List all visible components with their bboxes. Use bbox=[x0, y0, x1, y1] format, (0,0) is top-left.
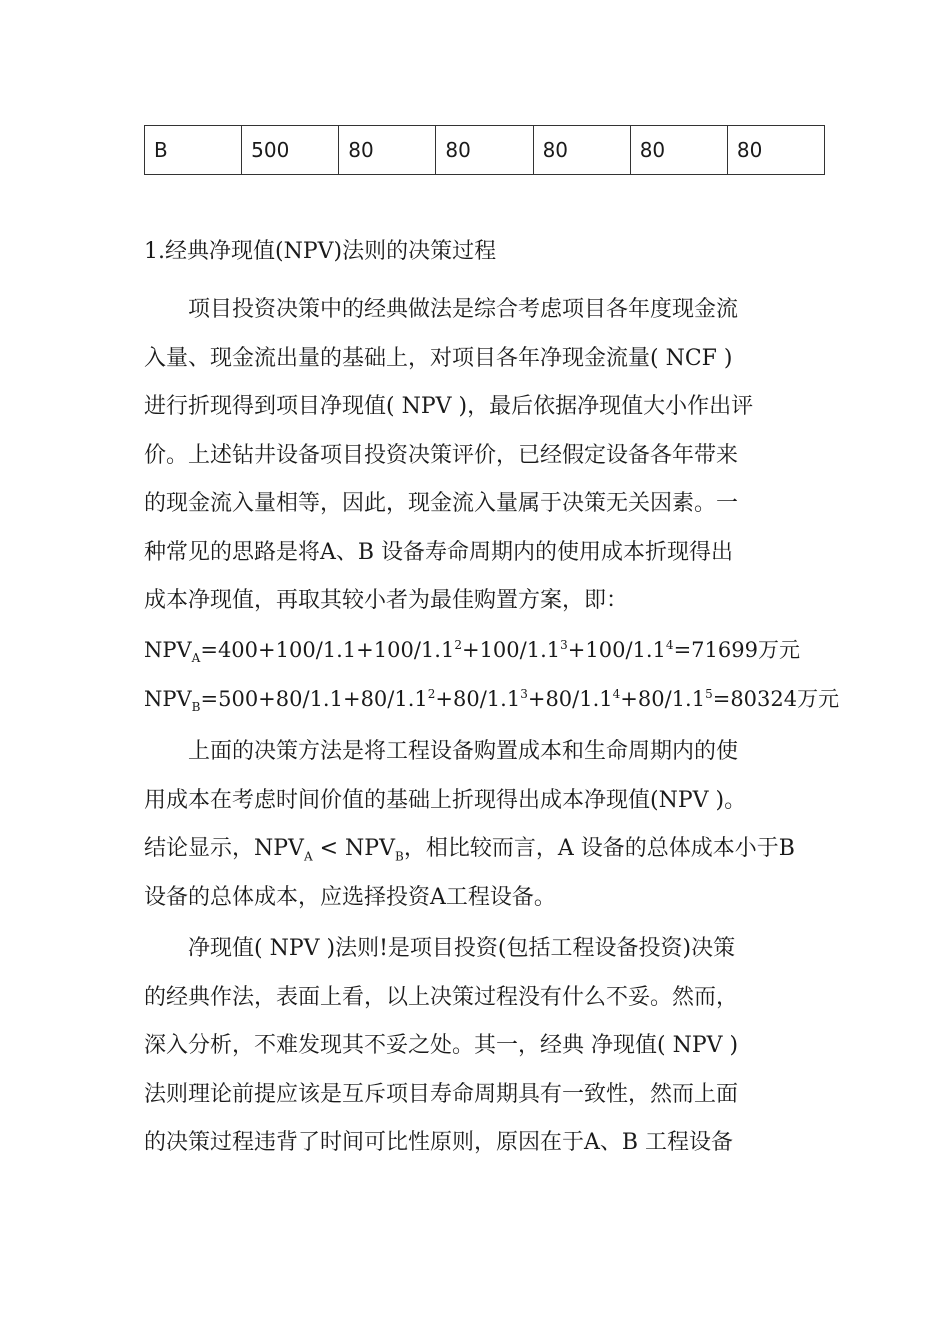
text-line: 设备的总体成本，应选择投资A工程设备。 bbox=[144, 884, 556, 910]
text-line: 项目投资决策中的经典做法是综合考虑项目各年度现金流 bbox=[188, 297, 739, 322]
eq-term: =71699万元 bbox=[673, 638, 800, 662]
eq-subscript: B bbox=[191, 700, 201, 715]
table-cell: 80 bbox=[533, 126, 630, 175]
table-cell: 80 bbox=[436, 126, 533, 175]
text-line: 用成本在考虑时间价值的基础上折现得出成本净现值(NPV )。 bbox=[144, 787, 747, 813]
eq-term: =400+100/1.1+100/1.1 bbox=[200, 638, 455, 662]
eq-term: +80/1.1 bbox=[527, 687, 613, 711]
text-span: < NPV bbox=[312, 836, 395, 861]
paragraph-2 bbox=[144, 728, 808, 922]
table-cell: 80 bbox=[630, 126, 727, 175]
eq-exponent: 3 bbox=[560, 638, 568, 652]
eq-term: +80/1.1 bbox=[435, 687, 521, 711]
text-line: 进行折现得到项目净现值( NPV )，最后依据净现值大小作出评 bbox=[144, 394, 754, 419]
paragraph-3 bbox=[144, 925, 808, 1168]
section-heading: 1.经典净现值(NPV)法则的决策过程 bbox=[144, 239, 497, 264]
eq-exponent: 4 bbox=[665, 638, 674, 652]
table-cell: 80 bbox=[339, 126, 436, 175]
text-line: 成本净现值，再取其较小者为最佳购置方案，即： bbox=[144, 588, 629, 613]
table-cell: 80 bbox=[727, 126, 824, 175]
text-line: 入量、现金流出量的基础上，对项目各年净现金流量( NCF ) bbox=[144, 345, 733, 371]
table-cell: 500 bbox=[242, 126, 339, 175]
eq-exponent: 2 bbox=[427, 687, 436, 701]
eq-term: NPV bbox=[144, 638, 192, 662]
eq-exponent: 2 bbox=[454, 638, 462, 652]
eq-term: +80/1.1 bbox=[620, 687, 706, 711]
text-span: ，相比较而言，A 设备的总体成本小于B bbox=[403, 836, 795, 861]
text-line bbox=[144, 825, 808, 874]
eq-subscript: A bbox=[191, 651, 201, 666]
equation-npv-a bbox=[144, 632, 800, 668]
text-line: 的经典作法，表面上看，以上决策过程没有什么不妥。然而， bbox=[144, 984, 739, 1010]
text-line: 深入分析，不难发现其不妥之处。其一，经典 净现值( NPV ) bbox=[144, 1033, 739, 1058]
eq-exponent: 5 bbox=[705, 687, 713, 701]
paragraph-1 bbox=[144, 286, 808, 626]
text-line: 价。上述钻井设备项目投资决策评价，已经假定设备各年带来 bbox=[144, 442, 739, 468]
eq-term: =80324万元 bbox=[712, 687, 840, 711]
text-line: 的决策过程违背了时间可比性原则，原因在于A、B 工程设备 bbox=[144, 1130, 734, 1155]
eq-exponent: 4 bbox=[612, 687, 621, 701]
cost-table bbox=[144, 125, 825, 175]
text-line: 净现值( NPV )法则!是项目投资(包括工程设备投资)决策 bbox=[188, 936, 736, 961]
eq-exponent: 3 bbox=[520, 687, 528, 701]
text-line: 的现金流入量相等，因此，现金流入量属于决策无关因素。一 bbox=[144, 491, 739, 516]
text-subscript: B bbox=[395, 849, 404, 864]
text-line: 种常见的思路是将A、B 设备寿命周期内的使用成本折现得出 bbox=[144, 539, 734, 565]
text-span: 结论显示，NPV bbox=[144, 836, 304, 861]
eq-term: =500+80/1.1+80/1.1 bbox=[200, 687, 428, 711]
eq-term: +100/1.1 bbox=[567, 638, 666, 662]
equation-npv-b bbox=[144, 681, 839, 717]
eq-term: NPV bbox=[144, 687, 192, 711]
text-line: 上面的决策方法是将工程设备购置成本和生命周期内的使 bbox=[188, 739, 739, 764]
table-row bbox=[145, 126, 825, 175]
text-line: 法则理论前提应该是互斥项目寿命周期具有一致性，然而上面 bbox=[144, 1081, 739, 1107]
table-cell: B bbox=[145, 126, 242, 175]
text-subscript: A bbox=[303, 849, 313, 864]
eq-term: +100/1.1 bbox=[461, 638, 561, 662]
